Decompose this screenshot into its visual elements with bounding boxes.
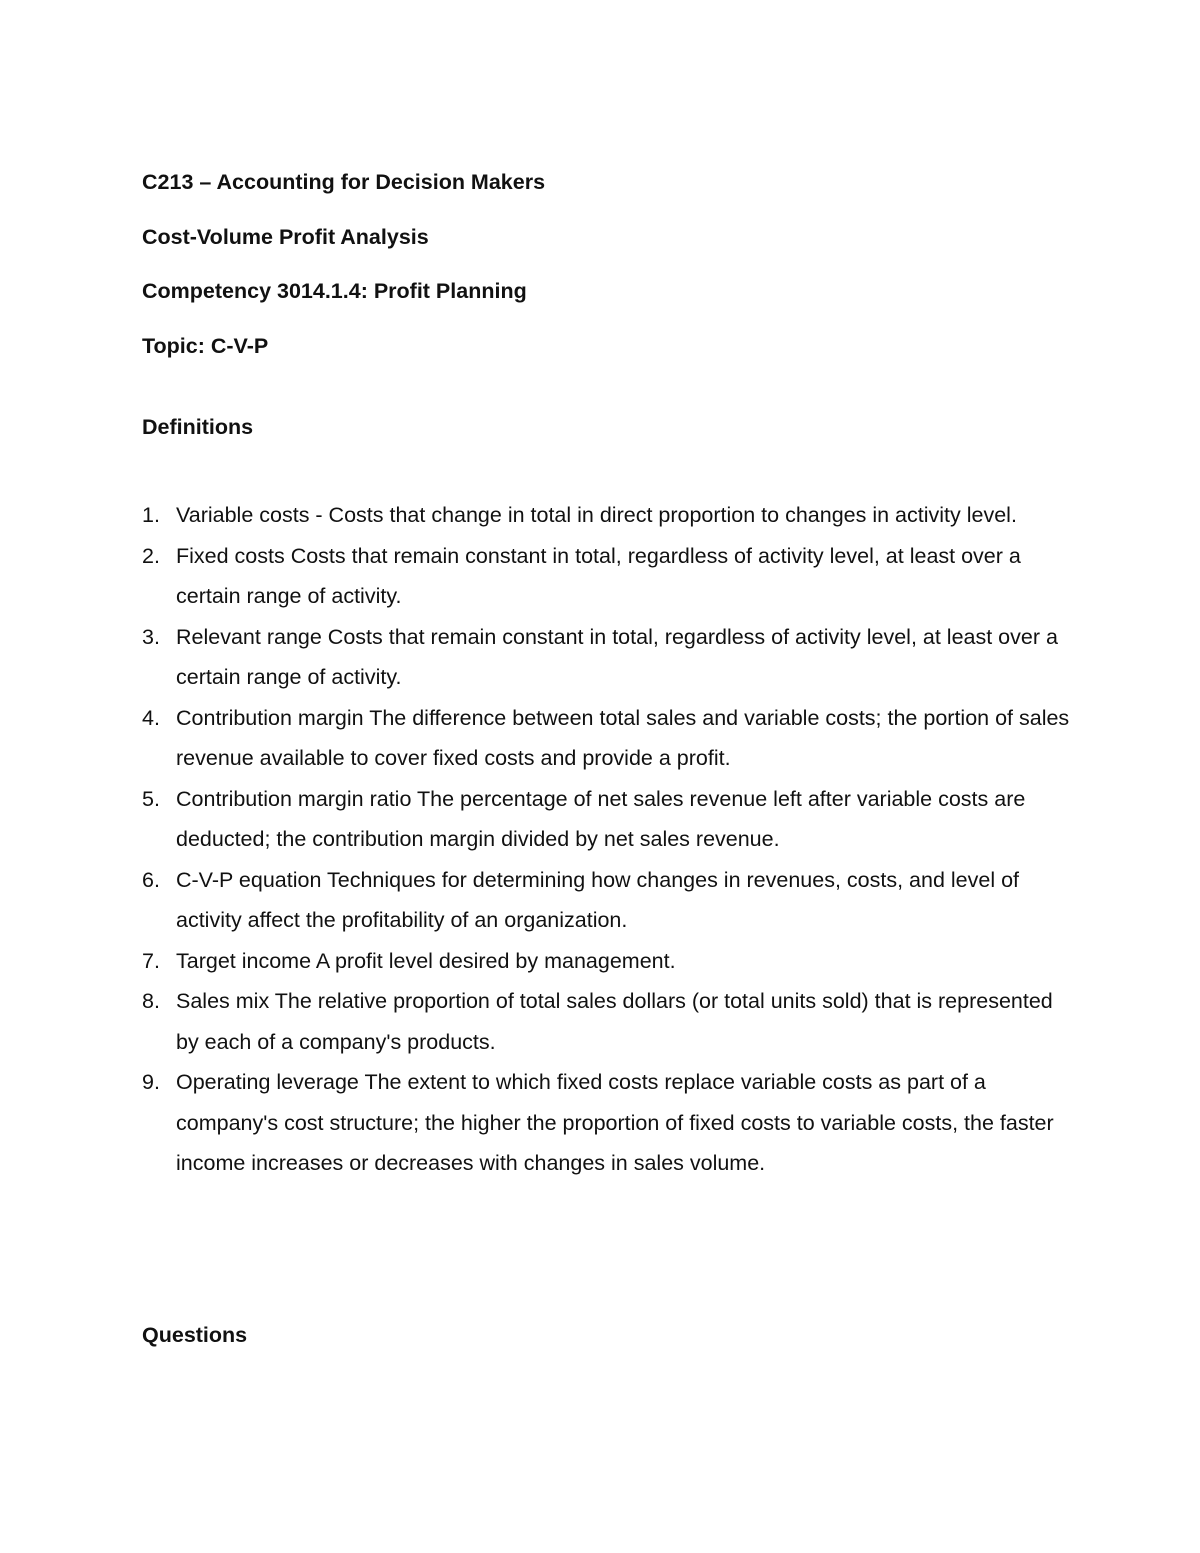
course-title: C213 – Accounting for Decision Makers	[142, 170, 546, 194]
definition-item	[142, 860, 1072, 941]
definition-number: 9.	[142, 1070, 160, 1094]
definition-number: 4.	[142, 705, 160, 730]
definition-item	[142, 536, 1072, 617]
definitions-heading: Definitions	[142, 415, 254, 439]
definition-number: 5.	[142, 786, 160, 811]
definition-number: 1.	[142, 503, 160, 527]
topic-heading: Topic: C-V-P	[142, 334, 269, 358]
definition-text: Contribution margin The difference between total sales and variable costs; the portion of sales revenue available to cover fixed costs and provide a profit.	[176, 705, 1070, 770]
definition-number: 8.	[142, 989, 160, 1013]
definition-text: Variable costs - Costs that change in total in direct proportion to changes in activity level.	[176, 503, 1017, 527]
definition-number: 7.	[142, 948, 160, 973]
definition-item	[142, 981, 1072, 1062]
definition-text: Target income A profit level desired by management.	[176, 948, 676, 973]
definitions-list	[142, 495, 1072, 1184]
definition-item	[142, 1062, 1072, 1184]
definition-text: Sales mix The relative proportion of total sales dollars (or total units sold) that is represented by each of a company's products.	[176, 989, 1053, 1054]
definition-item	[142, 617, 1072, 698]
definition-item	[142, 779, 1072, 860]
definition-text: C-V-P equation Techniques for determining how changes in revenues, costs, and level of activity affect the profitability of an organization.	[176, 867, 1019, 932]
definition-text: Relevant range Costs that remain constant in total, regardless of activity level, at least over a certain range of activity.	[176, 624, 1058, 689]
unit-title: Cost-Volume Profit Analysis	[142, 225, 429, 249]
definition-number: 2.	[142, 543, 160, 568]
definition-item	[142, 941, 1072, 982]
competency-heading: Competency 3014.1.4: Profit Planning	[142, 279, 527, 303]
definition-number: 3.	[142, 624, 160, 649]
definition-number: 6.	[142, 867, 160, 892]
questions-heading: Questions	[142, 1323, 248, 1347]
definition-item	[142, 495, 1072, 536]
definition-text: Fixed costs Costs that remain constant in total, regardless of activity level, at least over a certain range of activity.	[176, 543, 1021, 608]
definition-text: Operating leverage The extent to which fixed costs replace variable costs as part of a company's cost structure; the higher the proportion of fixed costs to variable costs, the faster income increases or decreases with changes in sales volume.	[176, 1070, 1054, 1175]
definition-text: Contribution margin ratio The percentage of net sales revenue left after variable costs are deducted; the contribution margin divided by net sales revenue.	[176, 786, 1026, 851]
definition-item	[142, 698, 1072, 779]
